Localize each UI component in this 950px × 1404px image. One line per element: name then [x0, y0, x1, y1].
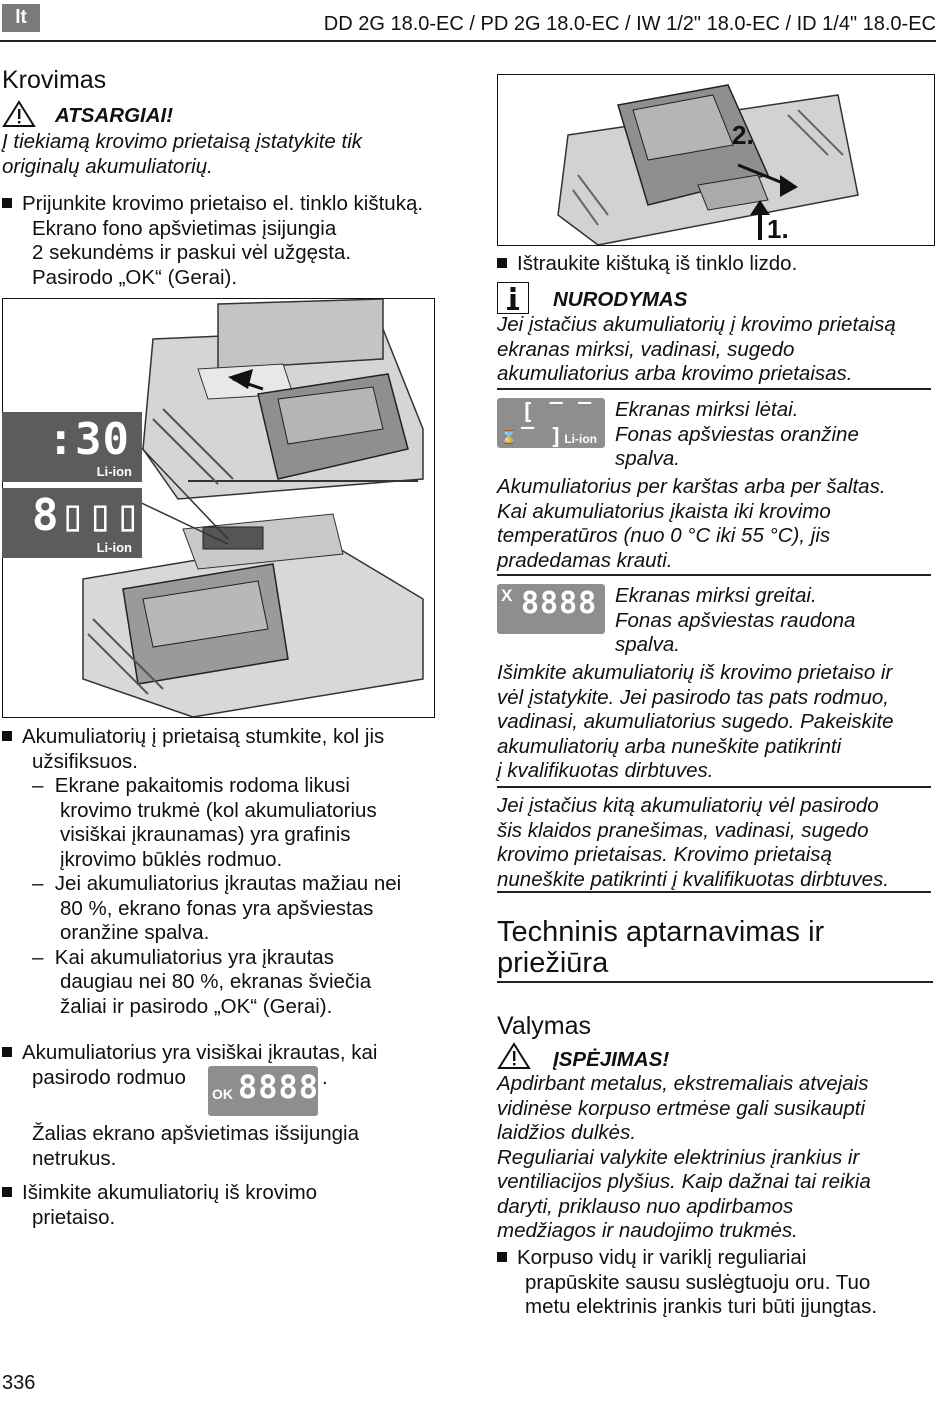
- step-fully-charged-period: .: [322, 1066, 328, 1089]
- caution-text: Į tiekiamą krovimo prietaisą įstatykite tik originalų akumuliatorių.: [2, 130, 363, 178]
- page-number: 336: [2, 1372, 36, 1394]
- warning-triangle-icon: [2, 100, 38, 128]
- fast-blink-text: Ekranas mirksi greitai. Fonas apšviestas raudona spalva.: [615, 584, 856, 656]
- header-rule: [0, 40, 936, 42]
- hourglass-thermometer-icon: ⌛: [500, 428, 518, 444]
- warning-label: ĮSPĖJIMAS!: [553, 1048, 670, 1071]
- replace-rule: [497, 786, 931, 788]
- charger-faulty-text: Jei įstačius kitą akumuliatorių vėl pasirodo šis klaidos pranešimas, vadinasi, sugedo krovimo prietaisas. Krovimo prietaisą nuneškite patikrinti į kvalifikuotas dirbtuves.: [497, 794, 889, 891]
- charger-faulty-rule: [497, 891, 931, 893]
- slow-blink-text: Ekranas mirksi lėtai. Fonas apšviestas oranžine spalva.: [615, 398, 859, 470]
- step-insert-battery: Akumuliatorių į prietaisą stumkite, kol jis užsifiksuos. – Ekrane pakaitomis rodoma likusi krovimo trukmė (kol akumuliatorius visiškai įkraunamas) yra grafinis įkrovimo būklės rodmuo. – Jei akumuliatorius įkrautas mažiau nei 80 %, ekrano fonas yra apšviestas oranžine spalva. – Kai akumuliatorius yra įkrautas daugiau nei 80 %, ekranas šviečia žaliai ir pasirodo „OK“ (Gerai).: [2, 725, 472, 1019]
- warning-text: Apdirbant metalus, ekstremaliais atvejais vidinėse korpuso ertmėse gali susikaupti laidžios dulkės. Reguliariai valykite elektrinius įrankius ir ventiliacijos plyšius. Kaip dažnai tai reikia daryti, priklauso nuo apdirbamos medžiagos ir naudojimo trukmės.: [497, 1072, 871, 1242]
- charger-remove-figure: [497, 74, 935, 246]
- step-unplug: Ištraukite kištuką iš tinklo lizdo.: [497, 252, 937, 277]
- service-section-title: Techninis aptarnavimas ir priežiūra: [497, 916, 825, 979]
- step-fully-charged: Akumuliatorius yra visiškai įkrautas, kai pasirodo rodmuo: [2, 1041, 472, 1090]
- step-remove-battery: Išimkite akumuliatorių iš krovimo prietaiso.: [2, 1181, 472, 1230]
- figure-label-step-1: 1.: [767, 214, 789, 244]
- ok-display-icon: OK 8888: [208, 1066, 318, 1116]
- fast-blink-display-icon: X 8888: [497, 584, 605, 634]
- replace-battery-text: Išimkite akumuliatorių iš krovimo prietaiso ir vėl įstatykite. Jei pasirodo tas pats rodmuo, vadinasi, akumuliatorius sugedo. Pakeiskite akumuliatorių arba nuneškite patikrinti į kvalifikuotas dirbtuves.: [497, 661, 894, 782]
- model-header: DD 2G 18.0-EC / PD 2G 18.0-EC / IW 1/2" 18.0-EC / ID 1/4" 18.0-EC: [323, 13, 936, 35]
- warning-triangle-icon: [497, 1042, 533, 1070]
- step-clean-housing: Korpuso vidų ir variklį reguliariai prapūskite sausu suslėgtuoju oru. Tuo metu elektrinis įrankis turi būti įjungtas.: [497, 1246, 942, 1320]
- step-plug-in: Prijunkite krovimo prietaiso el. tinklo kištuką. Ekrano fono apšvietimas įsijungia 2 sekundėms ir paskui vėl užgęsta. Pasirodo „OK“ (Gerai).: [2, 192, 472, 290]
- note-text: Jei įstačius akumuliatorių į krovimo prietaisą ekranas mirksi, vadinasi, sugedo akumuliatorius arba krovimo prietaisas.: [497, 313, 896, 385]
- slow-blink-display-icon: ⌛ [ ‾ ‾ ‾ ] Li-ion: [497, 398, 605, 448]
- section-title-krovimas: Krovimas: [2, 66, 107, 94]
- figure-display-remaining-time: :30 Li-ion: [2, 412, 142, 482]
- temperature-text: Akumuliatorius per karštas arba per šaltas. Kai akumuliatorius įkaista iki krovimo temperatūros (nuo 0 °C iki 55 °C), jis pradedamas krauti.: [497, 475, 886, 572]
- service-title-rule: [497, 981, 933, 983]
- temperature-rule: [497, 574, 931, 576]
- note-rule: [497, 388, 931, 390]
- figure-label-step-2: 2.: [732, 120, 754, 150]
- caution-label: ATSARGIAI!: [55, 104, 174, 127]
- cleaning-title: Valymas: [497, 1012, 592, 1040]
- green-off-text: Žalias ekrano apšvietimas išsijungia netrukus.: [32, 1122, 360, 1170]
- figure-display-charge-level: 8▯▯▯ Li-ion: [2, 488, 142, 558]
- info-icon: [497, 282, 529, 314]
- language-badge: lt: [2, 4, 40, 32]
- note-label: NURODYMAS: [553, 288, 688, 311]
